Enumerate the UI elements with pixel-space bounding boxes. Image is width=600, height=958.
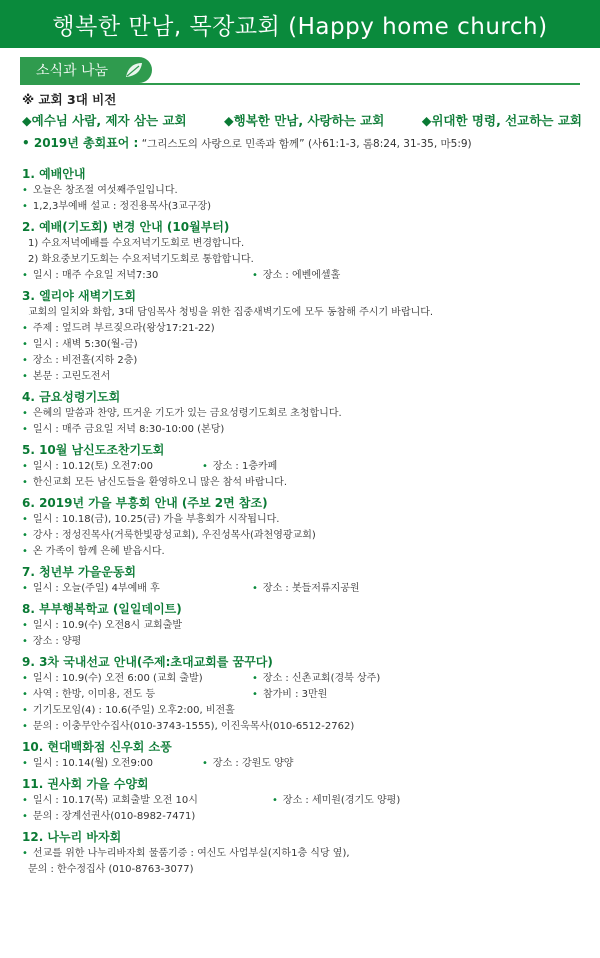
list-item: • 일시 : 10.17(목) 교회출발 오전 10시	[22, 793, 272, 809]
list-item: • 주제 : 엎드려 부르짖으라(왕상17:21-22)	[22, 321, 592, 337]
section-title: 10. 현대백화점 신우회 소풍	[22, 740, 172, 754]
section-dawn-prayer	[22, 287, 592, 385]
list-item: • 오늘은 창조절 여섯째주일입니다.	[22, 183, 592, 199]
section-title: 11. 권사회 가을 수양회	[22, 777, 149, 791]
section-friday-prayer	[22, 388, 592, 438]
list-item: • 장소 : 비전홀(지하 2층)	[22, 353, 592, 369]
list-item: 교회의 일치와 화합, 3대 담임목사 청빙을 위한 집중새벽기도에 모두 동참해 주시기 바랍니다.	[28, 307, 434, 318]
section-bazaar	[22, 828, 592, 878]
list-item: • 강사 : 정성진목사(거룩한빛광성교회), 우진성목사(과천영광교회)	[22, 528, 592, 544]
section-title: 8. 부부행복학교 (일일데이트)	[22, 602, 182, 616]
section-title: 9. 3차 국내선교 안내(주제:초대교회를 꿈꾸다)	[22, 655, 273, 669]
section-revival	[22, 494, 592, 560]
section-title: 4. 금요성령기도회	[22, 390, 121, 404]
list-item: • 한신교회 모든 남신도들을 환영하오니 많은 참석 바랍니다.	[22, 475, 592, 491]
vision-item: ◆예수님 사람, 제자 삼는 교회	[22, 113, 187, 128]
list-item: • 일시 : 10.12(토) 오전7:00	[22, 459, 202, 475]
list-item: • 일시 : 매주 수요일 저녁7:30	[22, 268, 252, 284]
list-item: • 일시 : 10.9(수) 오전 6:00 (교회 출발)	[22, 671, 252, 687]
list-item: • 참가비 : 3만원	[252, 687, 327, 703]
section-youth-sports	[22, 563, 592, 597]
section-dept-store-picnic	[22, 738, 592, 772]
list-item: • 일시 : 10.18(금), 10.25(금) 가을 부흥회가 시작됩니다.	[22, 512, 592, 528]
list-item: • 장소 : 에벤에셀홀	[252, 268, 340, 284]
motto	[22, 132, 592, 156]
motto-text: “그리스도의 사랑으로 민족과 함께” (사61:1-3, 롬8:24, 31-35, 마5:9)	[141, 138, 472, 150]
list-item: 2) 화요중보기도회는 수요저녁기도회로 통합합니다.	[28, 254, 254, 265]
section-badge-label: 소식과 나눔	[36, 63, 109, 79]
list-item: • 일시 : 오늘(주일) 4부예배 후	[22, 581, 252, 597]
section-deaconess-retreat	[22, 775, 592, 825]
section-title: 1. 예배안내	[22, 167, 86, 181]
vision-list	[22, 110, 582, 132]
list-item: • 장소 : 양평	[22, 634, 592, 650]
section-domestic-mission	[22, 653, 592, 735]
list-item: • 사역 : 한방, 이미용, 전도 등	[22, 687, 252, 703]
list-item: • 선교를 위한 나누리바자회 물품기증 : 여신도 사업부실(지하1층 식당 옆),	[22, 846, 592, 862]
leaf-icon	[124, 61, 144, 79]
list-item: • 장소 : 세미원(경기도 양평)	[272, 793, 400, 809]
list-item: • 온 가족이 함께 은혜 받읍시다.	[22, 544, 592, 560]
list-item: • 장소 : 봇들저류지공원	[252, 581, 360, 597]
section-mens-breakfast	[22, 441, 592, 491]
list-item: 1) 수요저녁예배를 수요저녁기도회로 변경합니다.	[28, 238, 245, 249]
vision-heading: ※ 교회 3대 비전	[22, 92, 117, 107]
list-item: • 일시 : 10.9(수) 오전8시 교회출발	[22, 618, 592, 634]
list-item: • 1,2,3부예배 설교 : 정진용목사(3교구장)	[22, 199, 592, 215]
section-couples-school	[22, 600, 592, 650]
section-title: 12. 나누리 바자회	[22, 830, 122, 844]
section-title: 2. 예배(기도회) 변경 안내 (10월부터)	[22, 220, 230, 234]
list-item: 문의 : 한수정집사 (010-8763-3077)	[28, 864, 194, 875]
section-worship-change	[22, 218, 592, 284]
section-divider	[20, 83, 580, 85]
vision-item: ◆행복한 만남, 사랑하는 교회	[224, 113, 385, 128]
list-item: • 장소 : 1층카페	[202, 459, 277, 475]
list-item: • 은혜의 말씀과 찬양, 뜨거운 기도가 있는 금요성령기도회로 초청합니다.	[22, 406, 592, 422]
list-item: • 장소 : 강원도 양양	[202, 756, 293, 772]
list-item: • 일시 : 새벽 5:30(월-금)	[22, 337, 592, 353]
list-item: • 일시 : 10.14(월) 오전9:00	[22, 756, 202, 772]
vision-item: ◆위대한 명령, 선교하는 교회	[421, 113, 582, 128]
section-badge	[20, 57, 152, 83]
list-item: • 본문 : 고린도전서	[22, 369, 592, 385]
page-header	[0, 0, 600, 48]
list-item: • 일시 : 매주 금요일 저녁 8:30-10:00 (본당)	[22, 422, 592, 438]
motto-label: • 2019년 총회표어 :	[22, 136, 139, 150]
list-item: • 장소 : 신촌교회(경북 상주)	[252, 671, 380, 687]
list-item: • 기기도모임(4) : 10.6(주일) 오후2:00, 비전홀	[22, 703, 592, 719]
list-item: • 문의 : 장계선권사(010-8982-7471)	[22, 809, 592, 825]
section-title: 3. 엘리야 새벽기도회	[22, 289, 137, 303]
section-worship	[22, 165, 592, 215]
section-title: 6. 2019년 가을 부흥회 안내 (주보 2면 참조)	[22, 496, 268, 510]
list-item: • 문의 : 이충무안수집사(010-3743-1555), 이진욱목사(010-6512-2762)	[22, 719, 592, 735]
news-content	[22, 90, 592, 878]
section-title: 5. 10월 남신도조찬기도회	[22, 443, 165, 457]
section-title: 7. 청년부 가을운동회	[22, 565, 137, 579]
page-title: 행복한 만남, 목장교회 (Happy home church)	[52, 13, 548, 40]
